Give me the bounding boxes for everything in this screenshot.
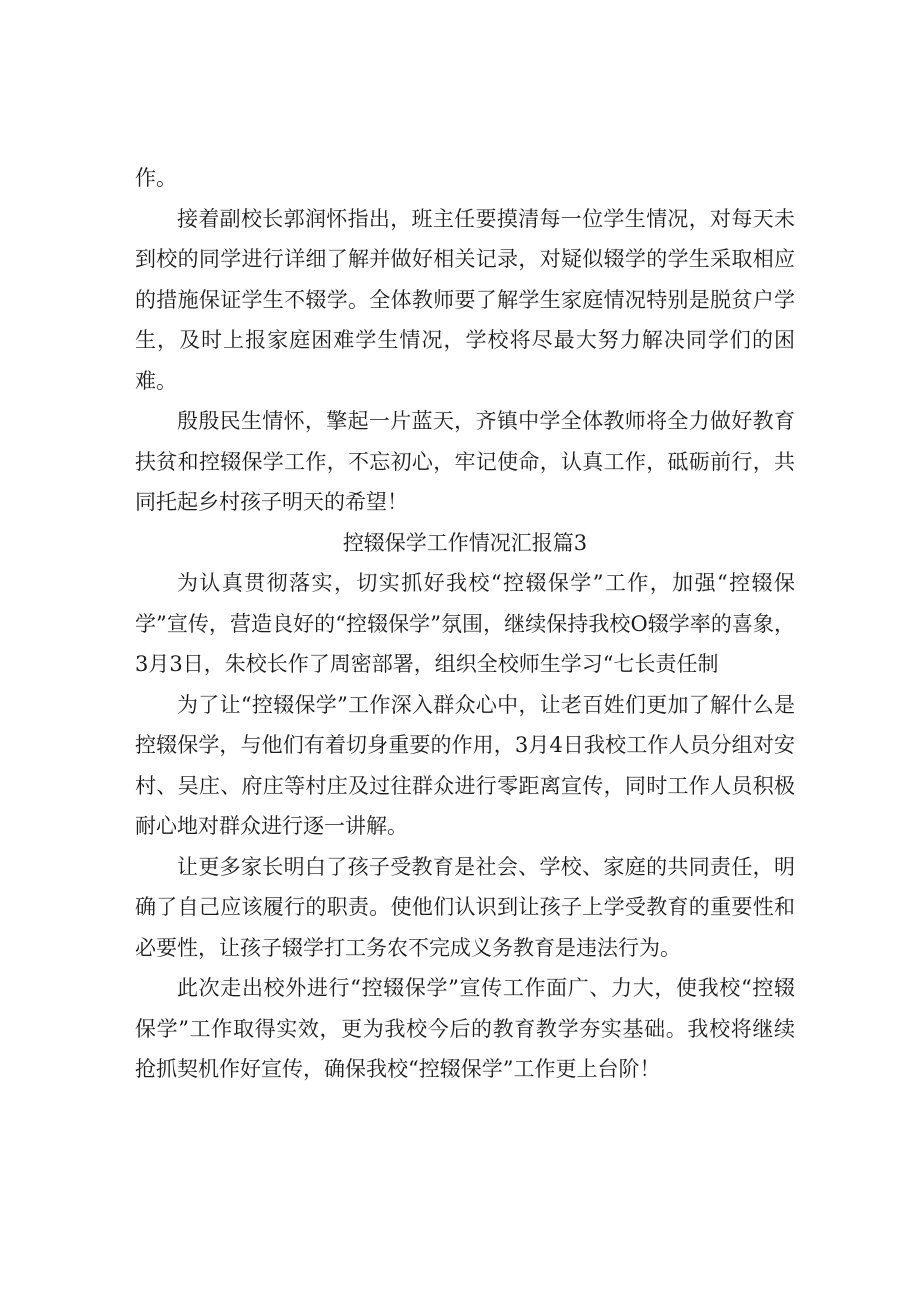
document-body — [135, 158, 795, 1090]
paragraph-section-2: 为了让“控辍保学”工作深入群众心中，让老百姓们更加了解什么是控辍保学，与他们有着切身重要的作用，3月4日我校工作人员分组对安村、吴庄、府庄等村庄及过往群众进行零距离宣传，同时工作人员积极耐心地对群众进行逐一讲解。 — [135, 692, 795, 838]
paragraph-section-3: 让更多家长明白了孩子受教育是社会、学校、家庭的共同责任，明确了自己应该履行的职责。使他们认识到让孩子上学受教育的重要性和必要性，让孩子辍学打工务农不完成义务教育是违法行为。 — [135, 854, 795, 960]
section-heading: 控辍保学工作情况汇报篇3 — [342, 530, 588, 555]
paragraph-section-4: 此次走出校外进行“控辍保学”宣传工作面广、力大，使我校“控辍保学”工作取得实效，更为我校今后的教育教学夯实基础。我校将继续抢抓契机作好宣传，确保我校“控辍保学”工作更上台阶！ — [135, 976, 795, 1081]
paragraph-closing: 殷殷民生情怀，擎起一片蓝天，齐镇中学全体教师将全力做好教育扶贫和控辍保学工作，不忘初心，牢记使命，认真工作，砥砺前行，共同托起乡村孩子明天的希望！ — [135, 409, 795, 514]
paragraph-continuation: 作。 — [135, 166, 177, 190]
paragraph-vice-principal: 接着副校长郭润怀指出，班主任要摸清每一位学生情况，对每天未到校的同学进行详细了解并做好相关记录，对疑似辍学的学生采取相应的措施保证学生不辍学。全体教师要了解学生家庭情况特别是脱贫户学生，及时上报家庭困难学生情况，学校将尽最大努力解决同学们的困难。 — [135, 206, 795, 393]
paragraph-section-1: 为认真贯彻落实，切实抓好我校“控辍保学”工作，加强“控辍保学”宣传，营造良好的“控辍保学”氛围，继续保持我校O辍学率的喜象，3月3日，朱校长作了周密部署，组织全校师生学习“七长责任制 — [135, 571, 795, 676]
